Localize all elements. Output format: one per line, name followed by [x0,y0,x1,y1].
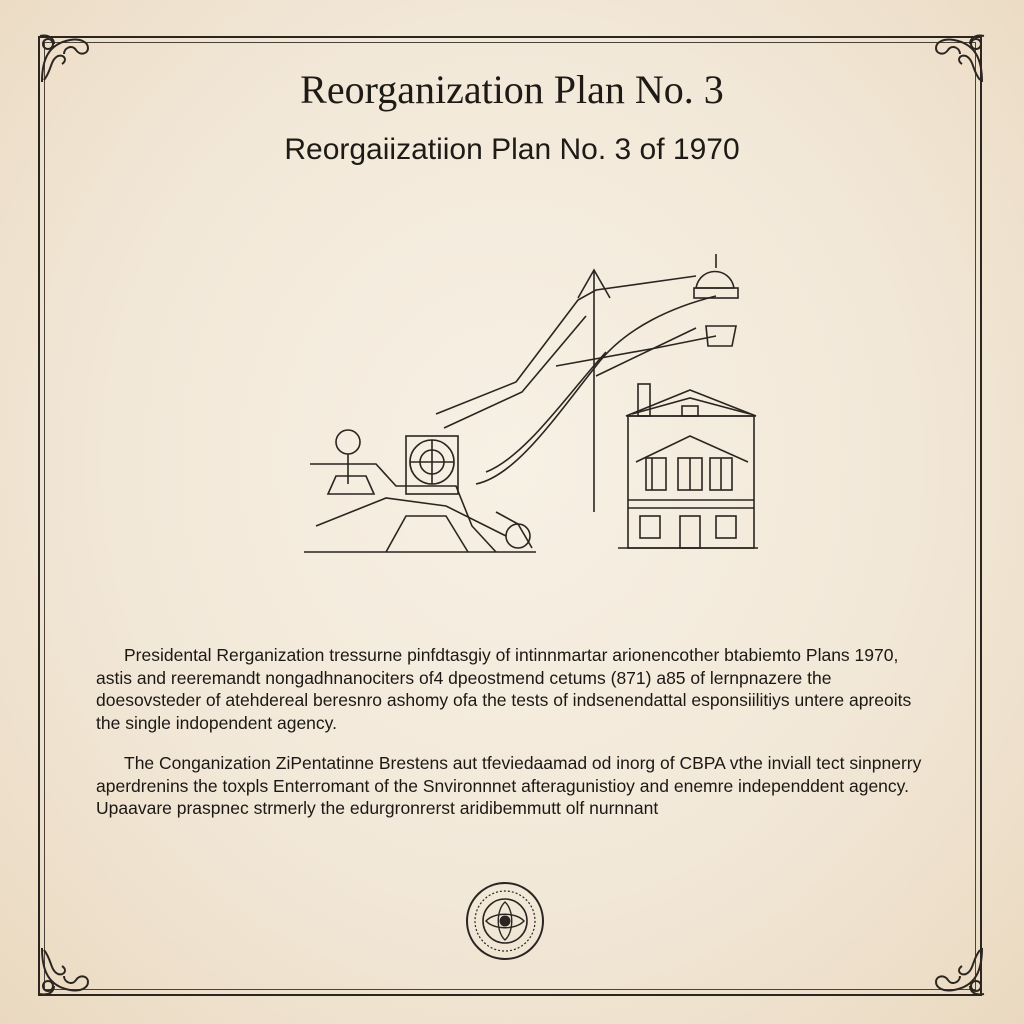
page-subtitle: Reorgaiizatiion Plan No. 3 of 1970 [284,133,740,166]
page-title: Reorganization Plan No. 3 [300,67,724,112]
corner-ornament-icon [34,940,94,1000]
machinery-building-illustration [296,236,772,566]
corner-ornament-icon [930,940,990,1000]
body-paragraph: Presidental Rerganization tressurne pinfdtasgiy of intinnmartar arionencother btabiemto Plans 1970, astis and reeremandt nongadhnanociters of4 dpeostmend cetums (871) a85 of lernpnazere the doesovsteder of atehdereal beresnro ashomy ofa the tests of indsenendattal esponsiilitiys untere apreoits the single indopendent agency. [96,645,912,733]
body-paragraph: The Conganization ZiPentatinne Brestens aut tfeviedaamad od inorg of CBPA vthe inviall tect sinpnerry aperdrenins the toxpls Enterromant of the Snvironnnet afteragunistioy and enemre independdent agency. Upaavare praspnec strmerly the edurgronrerst aridibemmutt olf nurnnant [96,753,922,818]
official-seal-icon [464,880,546,962]
